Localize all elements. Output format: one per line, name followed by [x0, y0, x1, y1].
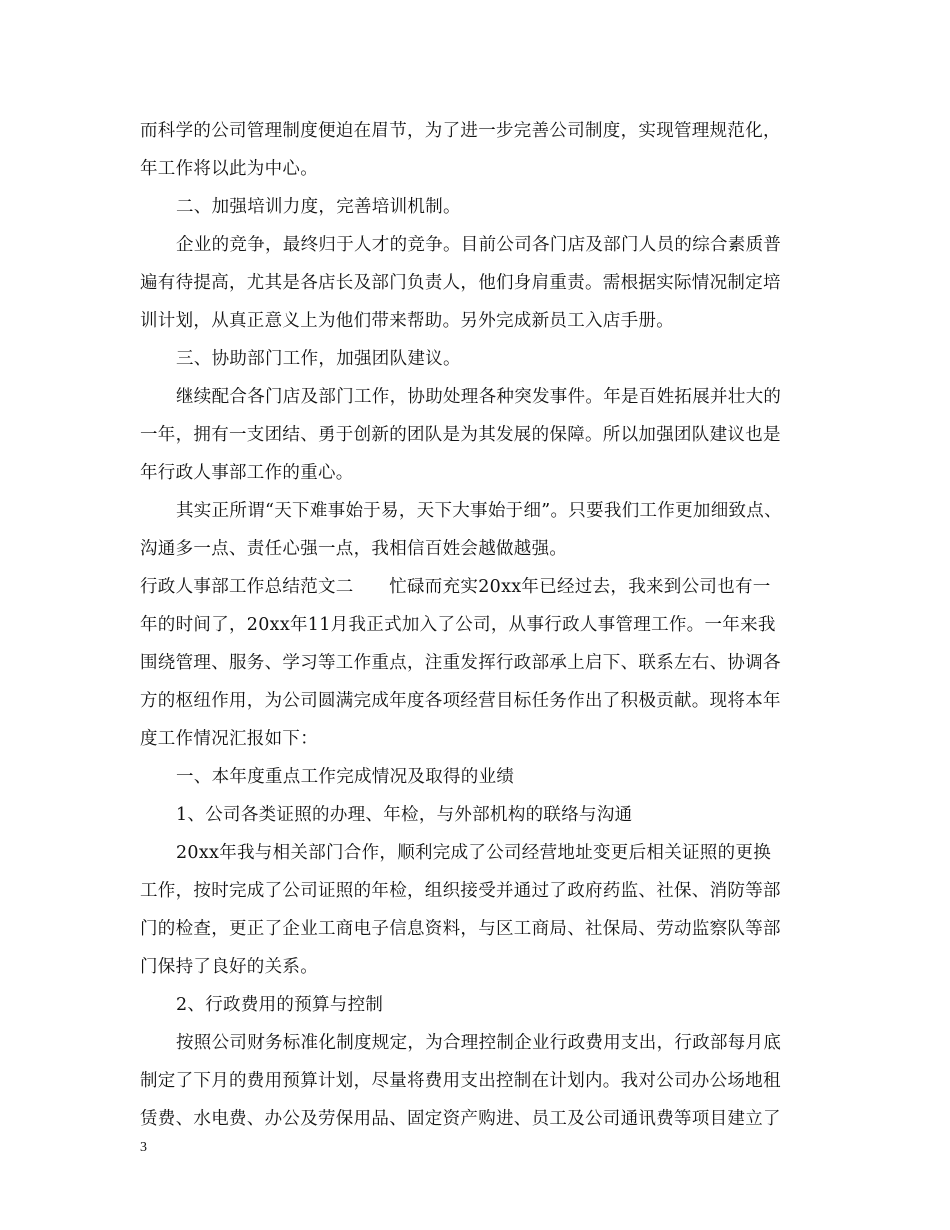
text-line: 工作，按时完成了公司证照的年检，组织接受并通过了政府药监、社保、消防等部: [140, 881, 781, 901]
text-line: 制定了下月的费用预算计划，尽量将费用支出控制在计划内。我对公司办公场地租: [140, 1071, 781, 1091]
text-line: 围绕管理、服务、学习等工作重点，注重发挥行政部承上启下、联系左右、协调各: [140, 653, 781, 673]
text-line: 门的检查，更正了企业工商电子信息资料，与区工商局、社保局、劳动监察队等部: [140, 919, 781, 939]
text-line: 行政人事部工作总结范文二 忙碌而充实20xx年已经过去，我来到公司也有一: [140, 577, 771, 597]
text-line: 1、公司各类证照的办理、年检，与外部机构的联络与沟通: [176, 805, 633, 825]
text-line: 2、行政费用的预算与控制: [176, 995, 384, 1015]
text-line: 企业的竞争，最终归于人才的竞争。目前公司各门店及部门人员的综合素质普: [176, 235, 782, 255]
text-line: 三、协助部门工作，加强团队建议。: [176, 349, 461, 369]
document-body: [140, 112, 840, 1138]
text-line: 遍有待提高，尤其是各店长及部门负责人，他们身肩重责。需根据实际情况制定培: [140, 273, 781, 293]
text-line: 年行政人事部工作的重心。: [140, 463, 354, 483]
text-line: 继续配合各门店及部门工作，协助处理各种突发事件。年是百姓拓展并壮大的: [176, 387, 782, 407]
text-line: 二、加强培训力度，完善培训机制。: [176, 197, 461, 217]
text-line: 一年，拥有一支团结、勇于创新的团队是为其发展的保障。所以加强团队建议也是: [140, 425, 781, 445]
text-line: 沟通多一点、责任心强一点，我相信百姓会越做越强。: [140, 539, 568, 559]
text-line: 赁费、水电费、办公及劳保用品、固定资产购进、员工及公司通讯费等项目建立了: [140, 1109, 781, 1129]
text-line: 方的枢纽作用，为公司圆满完成年度各项经营目标任务作出了积极贡献。现将本年: [140, 691, 781, 711]
text-line: 一、本年度重点工作完成情况及取得的业绩: [176, 767, 515, 787]
text-line: 20xx年我与相关部门合作，顺利完成了公司经营地址变更后相关证照的更换: [176, 843, 772, 863]
text-line: 其实正所谓“天下难事始于易，天下大事始于细”。只要我们工作更加细致点、: [176, 501, 782, 521]
text-line: 门保持了良好的关系。: [140, 957, 318, 977]
text-line: 而科学的公司管理制度便迫在眉节，为了进一步完善公司制度，实现管理规范化，: [140, 121, 781, 141]
text-line: 训计划，从真正意义上为他们带来帮助。另外完成新员工入店手册。: [140, 311, 674, 331]
page-number: 3: [140, 1140, 147, 1155]
text-line: 度工作情况汇报如下：: [140, 729, 318, 749]
text-line: 年工作将以此为中心。: [140, 159, 318, 179]
text-line: 年的时间了，20xx年11月我正式加入了公司，从事行政人事管理工作。一年来我: [140, 615, 776, 635]
text-line: 按照公司财务标准化制度规定，为合理控制企业行政费用支出，行政部每月底: [176, 1033, 782, 1053]
